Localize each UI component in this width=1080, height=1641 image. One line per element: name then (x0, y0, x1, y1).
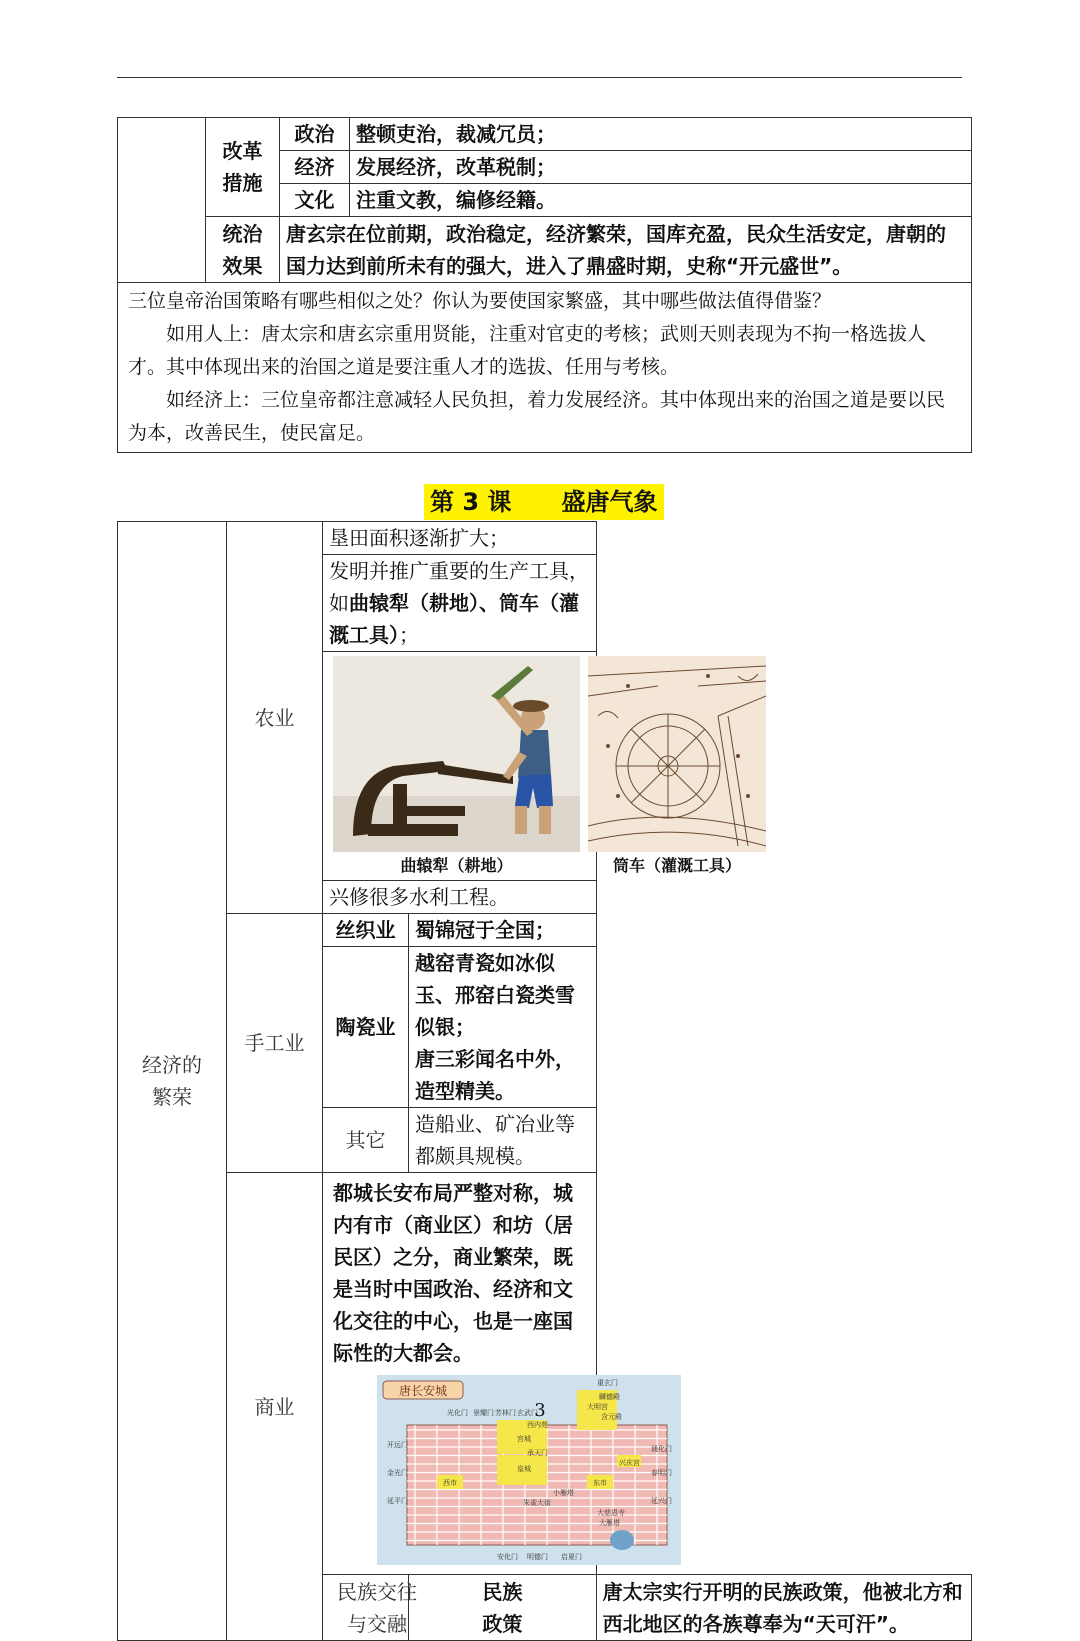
map-label: 通化门 (651, 1445, 672, 1453)
commerce-content: 都城长安布局严整对称，城内有市（商业区）和坊（居民区）之分，商业繁荣，既是当时中国政治、经济和文化交往的中心，也是一座国际性的大都会。 唐长安城 重玄门 麟德殿 大明宫 含元殿 光化门 景耀门 芳林门 玄武门 西内苑 宫城 皇城 承天门 开远门 金光门 延平门 通化门 春明门 延兴门 兴庆宫 西市 东市 小雁塔 朱雀大街 大慈恩寺 大雁塔 安化门 明德门 启夏门 (323, 1173, 597, 1575)
discussion-answer: 如经济上：三位皇帝都注意减轻人民负担，着力发展经济。其中体现出来的治国之道是要以民为本，改善民生，使民富足。 (128, 389, 946, 444)
tool-images (323, 652, 741, 881)
wheel-caption: 筒车（灌溉工具） (612, 856, 741, 875)
map-label: 宫城 (517, 1435, 531, 1443)
other-content: 造船业、矿冶业等都颇具规模。 (409, 1108, 597, 1173)
porcelain-label: 陶瓷业 (323, 947, 409, 1108)
reform-content: 注重文教，编修经籍。 (350, 184, 972, 217)
reform-area: 文化 (280, 184, 350, 217)
map-label: 小雁塔 (553, 1489, 574, 1497)
map-label: 芳林门 (495, 1409, 516, 1417)
map-label: 朱雀大街 (523, 1499, 551, 1507)
agriculture-label: 农业 (227, 522, 323, 914)
discussion-answer: 如用人上：唐太宗和唐玄宗重用贤能，注重对官吏的考核；武则天则表现为不拘一格选拔人才。其中体现出来的治国之道是要注重人才的选拔、任用与考核。 (128, 323, 927, 378)
reform-content: 发展经济，改革税制； (350, 151, 972, 184)
reform-area: 经济 (280, 151, 350, 184)
other-label: 其它 (323, 1108, 409, 1173)
blank-cell (118, 118, 206, 283)
ethnic-label: 民族交往与交融 (323, 1575, 409, 1641)
map-label: 延兴门 (651, 1497, 672, 1505)
prosperity-table (117, 521, 972, 1641)
reform-area: 政治 (280, 118, 350, 151)
water-wheel-image (588, 656, 766, 852)
economy-label: 经济的繁荣 (118, 522, 227, 1641)
map-label: 皇城 (517, 1465, 531, 1473)
wheel-figure (588, 656, 766, 880)
map-label: 安化门 (497, 1553, 518, 1561)
agri-line: 垦田面积逐渐扩大； (323, 522, 597, 555)
measures-label: 改革措施 (206, 118, 280, 217)
silk-content: 蜀锦冠于全国； (409, 914, 597, 947)
map-label: 景耀门 (473, 1409, 494, 1417)
map-label: 大明宫 (587, 1403, 608, 1411)
plow-figure (333, 656, 580, 880)
map-label: 承天门 (527, 1449, 548, 1457)
ethnic-content: 唐太宗实行开明的民族政策，他被北方和西北地区的各族尊奉为“天可汗”。 (596, 1575, 971, 1641)
map-label: 大慈恩寺 (597, 1509, 625, 1517)
commerce-label: 商业 (227, 1173, 323, 1641)
porcelain-content: 越窑青瓷如冰似玉、邢窑白瓷类雪似银； 唐三彩闻名中外，造型精美。 (409, 947, 597, 1108)
page-number: 3 (534, 1400, 546, 1421)
discussion-cell (118, 283, 972, 453)
map-label: 西市 (443, 1479, 457, 1487)
map-label: 兴庆宫 (619, 1459, 640, 1467)
map-label: 玄武门 (517, 1409, 538, 1417)
map-label: 大雁塔 (599, 1519, 620, 1527)
policy-label: 民族政策 (409, 1575, 597, 1641)
effect-label: 统治效果 (206, 217, 280, 283)
effect-content: 唐玄宗在位前期，政治稳定，经济繁荣，国库充盈，民众生活安定，唐朝的国力达到前所未有的强大，进入了鼎盛时期，史称“开元盛世”。 (280, 217, 972, 283)
curved-plow-image (333, 656, 580, 852)
map-label: 开远门 (387, 1441, 408, 1449)
silk-label: 丝织业 (323, 914, 409, 947)
map-label: 延平门 (387, 1497, 408, 1505)
plow-caption: 曲辕犁（耕地） (400, 856, 513, 875)
map-label: 含元殿 (601, 1413, 622, 1421)
map-label: 春明门 (651, 1469, 672, 1477)
agri-line: 兴修很多水利工程。 (323, 881, 597, 914)
reform-content: 整顿吏治，裁减冗员； (350, 118, 972, 151)
map-label: 西内苑 (527, 1421, 548, 1429)
map-label: 麟德殿 (599, 1393, 620, 1401)
map-title: 唐长安城 (398, 1384, 448, 1398)
reform-table (117, 117, 972, 453)
map-label: 重玄门 (597, 1379, 618, 1387)
map-label: 金光门 (387, 1469, 408, 1477)
map-label: 东市 (593, 1479, 607, 1487)
map-label: 明德门 (527, 1553, 548, 1561)
agri-line: 发明并推广重要的生产工具，如曲辕犁（耕地）、筒车（灌溉工具）； (323, 555, 597, 652)
discussion-question: 三位皇帝治国策略有哪些相似之处？你认为要使国家繁盛，其中哪些做法值得借鉴？ (128, 290, 832, 312)
header-rule (117, 77, 962, 78)
map-label: 启夏门 (561, 1553, 582, 1561)
handicraft-label: 手工业 (227, 914, 323, 1173)
lesson-title: 第 3 课 盛唐气象 (424, 484, 664, 520)
map-label: 光化门 (447, 1409, 468, 1417)
